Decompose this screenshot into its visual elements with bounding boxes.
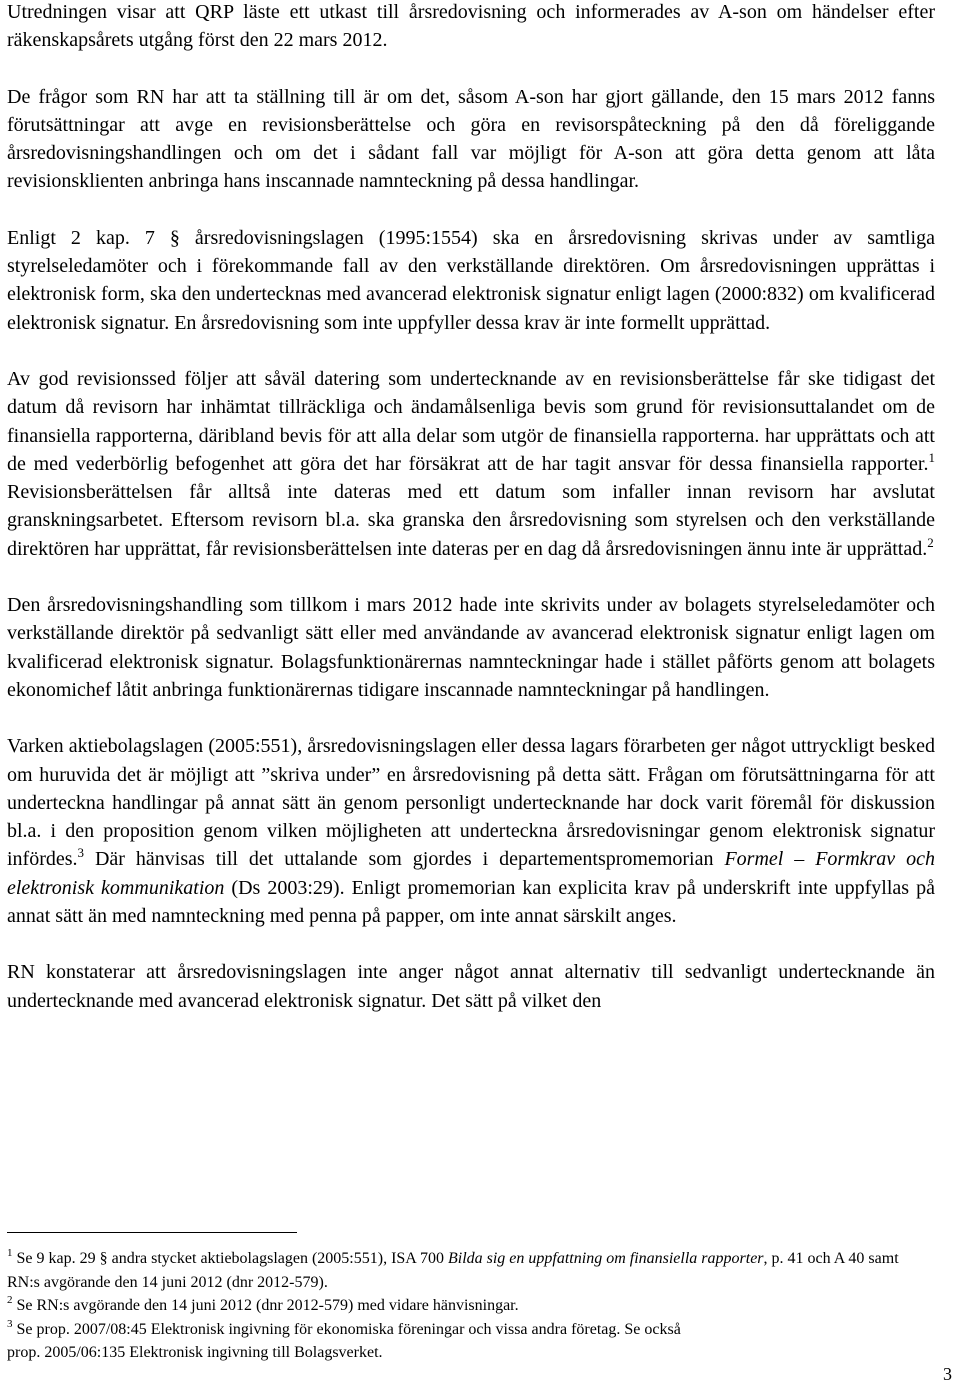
footnote-1-number: 1: [7, 1247, 13, 1259]
paragraph-2-text: De frågor som RN har att ta ställning till är om det, såsom A-son har gjort gällande, den 15 mars 2012 fanns förutsättningar att avge en revisionsberättelse och göra en revisorspåteckning på den då föreliggande årsredovisningshandlingen och om det i sådant fall var möjligt för A-son att göra detta genom att låta revisionsklienten anbringa hans inscannade namnteckning på dessa handlingar.: [7, 85, 935, 193]
paragraph-4-text-b: Revisionsberättelsen får alltså inte dateras med ett datum som infaller innan revisorn har avslutat granskningsarbetet. Eftersom revisorn bl.a. ska granska den årsredovisning som styrelsen och den verkställande direktören har upprättat, får revisionsberättelsen inte dateras per en dag då årsredovisningen ännu inte är upprättad.: [7, 481, 935, 560]
footnote-1: [7, 1247, 927, 1294]
footnote-divider: [7, 1232, 297, 1233]
paragraph-1-text: Utredningen visar att QRP läste ett utkast till årsredovisning och informerades av A-son om händelser efter räkenskapsårets utgång först den 22 mars 2012.: [7, 1, 935, 52]
paragraph-4: [7, 365, 935, 563]
paragraph-1: [7, 0, 935, 55]
footnote-1-text-a: Se 9 kap. 29 § andra stycket aktiebolagslagen (2005:551), ISA 700: [16, 1250, 448, 1267]
footnote-3-number: 3: [7, 1317, 13, 1330]
paragraph-3: [7, 224, 935, 337]
footnote-3: [7, 1318, 927, 1342]
paragraph-7: [7, 958, 935, 1015]
footnote-1-text-b: , p. 41 och A 40 samt RN:s avgörande den 14 juni 2012 (dnr 2012-579).: [7, 1250, 899, 1291]
paragraph-3-text: Enligt 2 kap. 7 § årsredovisningslagen (1995:1554) ska en årsredovisning skrivas under av samtliga styrelseledamöter och i förekommande fall av den verkställande direktören. Om årsredovisningen upprättas i elektronisk form, ska den undertecknas med avancerad elektronisk signatur enligt lagen (2000:832) om kvalificerad elektronisk signatur. En årsredovisning som inte uppfyller dessa krav är inte formellt upprättad.: [7, 226, 935, 334]
footnote-2-text: Se RN:s avgörande den 14 juni 2012 (dnr 2012-579) med vidare hänvisningar.: [16, 1297, 519, 1314]
page-number: 3: [943, 1364, 952, 1384]
paragraph-5-text: Den årsredovisningshandling som tillkom i mars 2012 hade inte skrivits under av bolagets styrelseledamöter och verkställande direktör på sedvanligt sätt eller med användande av avancerad elektronisk signatur enligt lagen om kvalificerad elektronisk signatur. Bolagsfunktionärernas namnteckningar hade i stället påförts genom att bolagets ekonomichef låtit anbringa funktionärernas tidigare inscannade namnteckningar på handlingen.: [7, 594, 935, 701]
footnote-2: [7, 1294, 927, 1318]
paragraph-2: [7, 83, 935, 196]
footnote-3-text-b: prop. 2005/06:135 Elektronisk ingivning till Bolagsverket.: [7, 1344, 383, 1361]
footnote-3-continuation: [7, 1341, 927, 1365]
paragraph-4-text-a: Av god revisionssed följer att såväl datering som undertecknande av en revisionsberättelse får ske tidigast det datum då revisorn har inhämtat tillräckliga och ändamålsenliga bevis som grund för revisionsuttalandet om de finansiella rapporterna, däribland bevis för att alla delar som utgör de finansiella rapporterna. har upprättats och att de med vederbörlig befogenhet att göra det har försäkrat att de har tagit ansvar för dessa finansiella rapporter.: [7, 367, 935, 475]
paragraph-6: [7, 732, 935, 930]
memorandum-title: Formel – Formkrav och elektronisk kommunikation: [7, 848, 935, 899]
paragraph-6-text-b: Där hänvisas till det uttalande som gjordes i departementspromemorian: [84, 848, 725, 871]
footnote-ref-1[interactable]: 1: [928, 449, 935, 465]
paragraph-7-text: RN konstaterar att årsredovisningslagen inte anger något annat alternativ till sedvanligt undertecknande än undertecknande med avancerad elektronisk signatur. Det sätt på vilket den: [7, 961, 935, 1012]
paragraph-5: [7, 591, 935, 704]
footnote-ref-3[interactable]: 3: [77, 845, 85, 861]
paragraph-6-text-a: Varken aktiebolagslagen (2005:551), årsredovisningslagen eller dessa lagars förarbeten ger något uttryckligt besked om huruvida det är möjligt att ”skriva under” en årsredovisning på detta sätt. Frågan om förutsättningarna för att underteckna handlingar på annat sätt än genom personligt undertecknande har dock varit föremål för diskussion bl.a. i den proposition genom vilken möjligheten att underteckna årsredovisningar genom elektronisk signatur infördes.: [7, 735, 935, 871]
footnote-2-number: 2: [7, 1294, 13, 1306]
document-body: [7, 0, 935, 1043]
footnotes-section: [7, 1232, 927, 1365]
paragraph-6-text-c: (Ds 2003:29). Enligt promemorian kan explicita krav på underskrift inte uppfyllas på annat sätt än med namnteckning med penna på papper, om inte annat särskilt anges.: [7, 876, 936, 928]
footnote-1-title: Bilda sig en uppfattning om finansiella rapporter: [447, 1250, 764, 1267]
footnote-ref-2[interactable]: 2: [927, 534, 934, 550]
footnote-3-text-a: Se prop. 2007/08:45 Elektronisk ingivning för ekonomiska föreningar och vissa andra företag. Se också: [16, 1320, 681, 1338]
